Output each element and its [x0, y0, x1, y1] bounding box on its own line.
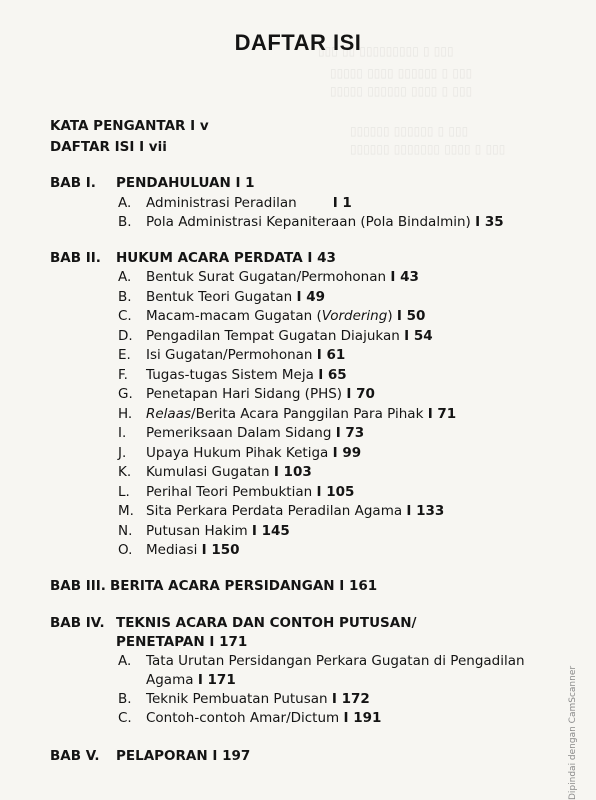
bleed-through-text: ▯▯▯ ▯▯ ▯▯▯▯▯▯▯▯▯ ▯ ▯▯▯: [318, 44, 454, 58]
toc-item: G. Penetapan Hari Sidang (PHS) I 70: [118, 386, 375, 402]
toc-item: L. Perihal Teori Pembuktian I 105: [118, 484, 355, 500]
bleed-through-text: ▯▯▯▯▯ ▯▯▯▯ ▯▯▯▯▯▯ ▯ ▯▯▯: [330, 66, 473, 80]
toc-item: D. Pengadilan Tempat Gugatan Diajukan I 54: [118, 328, 433, 344]
toc-item: M. Sita Perkara Perdata Peradilan Agama I 133: [118, 503, 445, 519]
toc-item: B. Teknik Pembuatan Putusan I 172: [118, 691, 370, 707]
toc-front-kata-pengantar: KATA PENGANTAR I v: [50, 118, 209, 134]
bleed-through-text: ▯▯▯▯▯▯ ▯▯▯▯▯▯ ▯ ▯▯▯: [350, 124, 469, 138]
toc-item: A. Tata Urutan Persidangan Perkara Gugatan di Pengadilan: [118, 653, 525, 669]
toc-item: I. Pemeriksaan Dalam Sidang I 73: [118, 425, 365, 441]
bleed-through-text: ▯▯▯▯▯▯ ▯▯▯▯▯▯▯ ▯▯▯▯ ▯ ▯▯▯: [350, 142, 506, 156]
toc-chapter-4-continued: PENETAPAN I 171: [116, 634, 248, 650]
toc-item-continued: Agama I 171: [146, 672, 236, 688]
toc-item: N. Putusan Hakim I 145: [118, 523, 290, 539]
toc-item: F. Tugas-tugas Sistem Meja I 65: [118, 367, 347, 383]
toc-item: A. Administrasi Peradilan I 1: [118, 195, 352, 211]
toc-chapter-3: BAB III. BERITA ACARA PERSIDANGAN I 161: [50, 578, 378, 594]
toc-item: J. Upaya Hukum Pihak Ketiga I 99: [118, 445, 362, 461]
toc-item: K. Kumulasi Gugatan I 103: [118, 464, 312, 480]
toc-item: B. Pola Administrasi Kepaniteraan (Pola Bindalmin) I 35: [118, 214, 504, 230]
toc-item: E. Isi Gugatan/Permohonan I 61: [118, 347, 346, 363]
toc-chapter-5: BAB V. PELAPORAN I 197: [50, 748, 251, 764]
toc-item: O. Mediasi I 150: [118, 542, 240, 558]
toc-item: C. Macam-macam Gugatan (Vordering) I 50: [118, 308, 426, 324]
toc-item: A. Bentuk Surat Gugatan/Permohonan I 43: [118, 269, 419, 285]
bleed-through-text: ▯▯▯▯▯ ▯▯▯▯▯▯ ▯▯▯▯ ▯ ▯▯▯: [330, 84, 473, 98]
toc-item: B. Bentuk Teori Gugatan I 49: [118, 289, 325, 305]
toc-front-daftar-isi: DAFTAR ISI I vii: [50, 139, 167, 155]
scanner-watermark: Dipindai dengan CamScanner: [568, 665, 578, 800]
page-title: DAFTAR ISI: [234, 30, 362, 55]
toc-chapter-1: BAB I. PENDAHULUAN I 1: [50, 175, 255, 191]
toc-chapter-4: BAB IV. TEKNIS ACARA DAN CONTOH PUTUSAN/: [50, 615, 417, 631]
toc-item: C. Contoh-contoh Amar/Dictum I 191: [118, 710, 382, 726]
toc-item: H. Relaas/Berita Acara Panggilan Para Pihak I 71: [118, 406, 457, 422]
toc-chapter-2: BAB II. HUKUM ACARA PERDATA I 43: [50, 250, 336, 266]
